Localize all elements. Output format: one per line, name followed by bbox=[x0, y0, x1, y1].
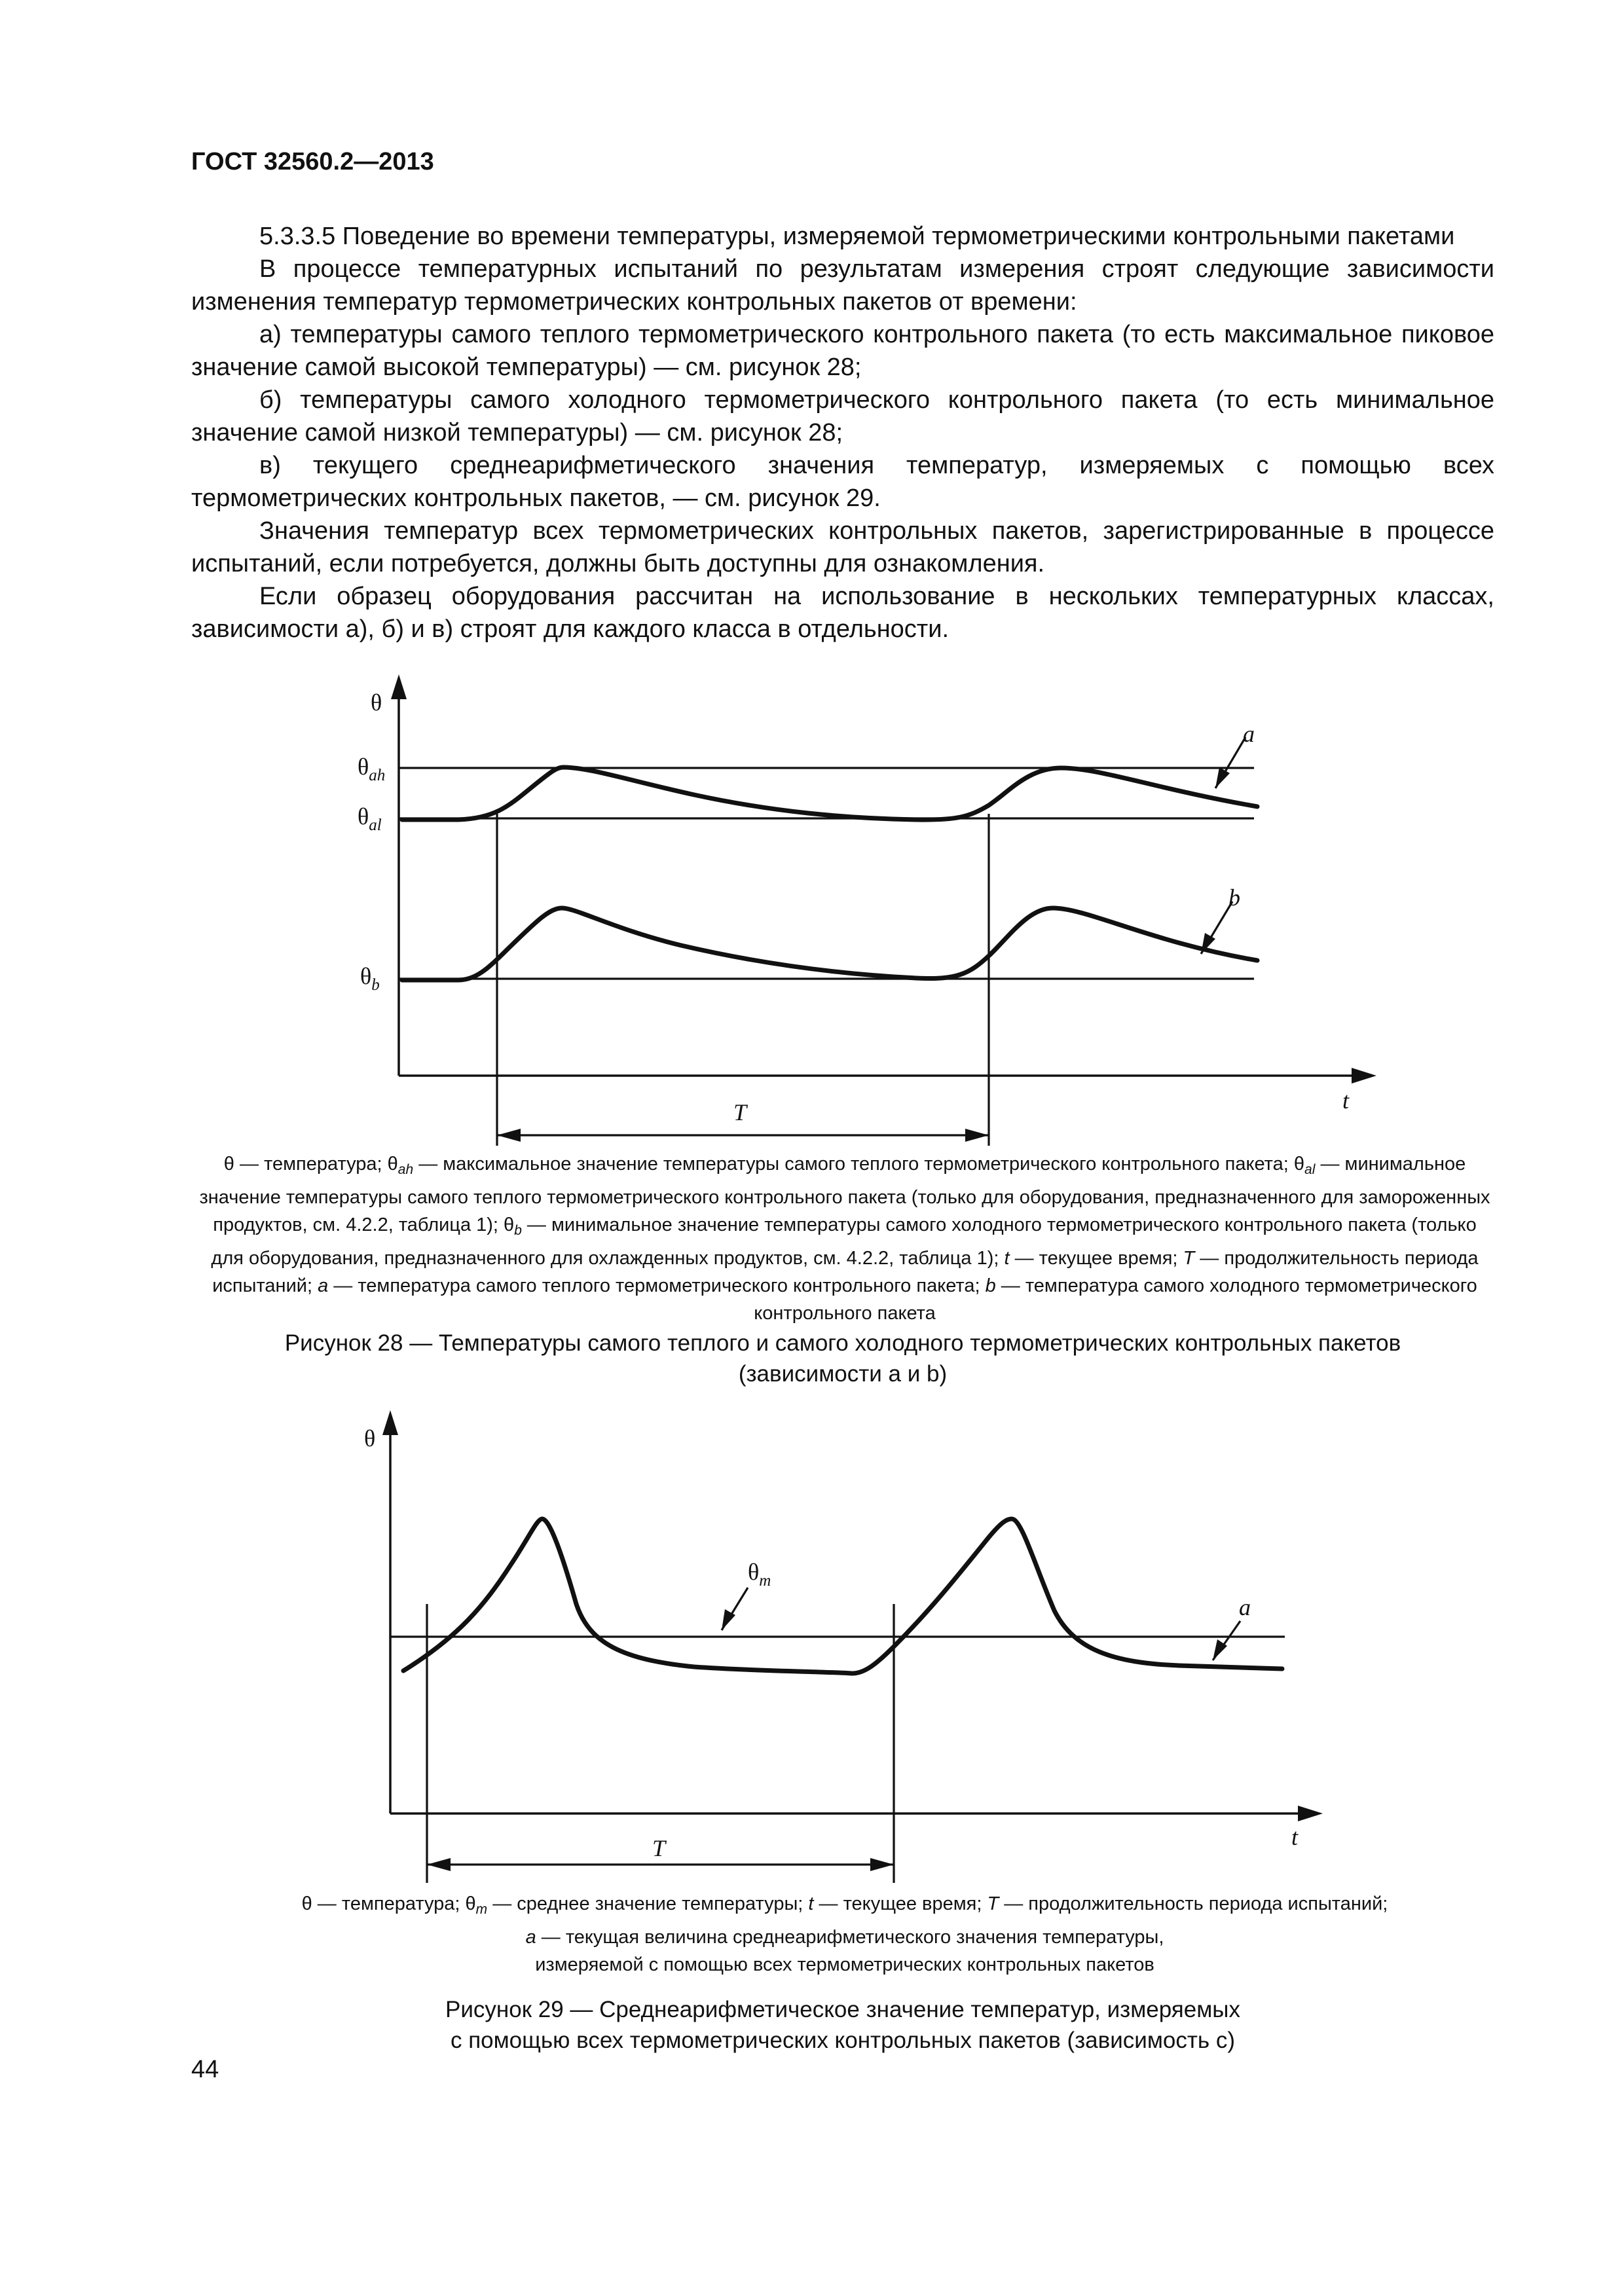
fig28-period-arrow-right bbox=[965, 1129, 989, 1142]
fig29-caption: Рисунок 29 — Среднеарифметическое значение температур, измеряемых с помощью всех термометрических контрольных пакетов (зависимость c) bbox=[445, 1997, 1240, 2053]
fig29-label-curve-a: a bbox=[1239, 1594, 1251, 1620]
fig28-leader-b bbox=[1201, 902, 1232, 954]
fig28-period-arrow-left bbox=[497, 1129, 521, 1142]
paragraph: В процессе температурных испытаний по результатам измерения строят следующие зависимости изменения температур термометрических контрольных пакетов от времени: bbox=[191, 255, 1494, 316]
document-header: ГОСТ 32560.2—2013 bbox=[191, 148, 434, 175]
fig28-y-label: θ bbox=[371, 689, 382, 716]
fig29-legend: θ — температура; $\theta_m$ — среднее значение температуры; t — текущее время; T — продолжительность периода испытаний; a — текущая величина среднеарифметического значения температуры, измеряемой с помощью всех термометрических контрольных пакетов bbox=[301, 1893, 1388, 1975]
fig29-leader-a bbox=[1213, 1621, 1240, 1660]
list-item-a: а) температуры самого теплого термометрического контрольного пакета (то есть максимальное пиковое значение самой высокой температуры) — см. рисунок 28; bbox=[191, 321, 1494, 381]
fig29-y-arrow bbox=[382, 1410, 398, 1435]
fig28-y-arrow bbox=[391, 674, 407, 699]
fig28-label-curve-a: a bbox=[1243, 721, 1255, 747]
fig28-curve-b bbox=[402, 908, 1257, 980]
fig28-legend: θ — температура; $\theta_{ah}$ — максимальное значение температуры самого теплого термометрического контрольного пакета; $\theta_{al}$ — минимальное значение температуры самого теплого термометрического контрольного пакета (только для оборудования, предназначенного для замороженных продуктов, см. 4.2.2, таблица 1); $\theta_b$ — минимальное значение температуры самого холодного термометрического контрольного пакета (только для оборудования, предназначенного для охлажденных продуктов, см. 4.2.2, таблица 1); t — текущее время; T — продолжительность периода испытаний; a — температура самого теплого термометрического контрольного пакета; b — температура самого холодного термометрического контрольного пакета bbox=[199, 1154, 1490, 1324]
fig29-x-arrow bbox=[1298, 1806, 1323, 1821]
fig28-leader-a bbox=[1215, 737, 1246, 788]
list-item-b: б) температуры самого холодного термометрического контрольного пакета (то есть минимальное значение самой низкой температуры) — см. рисунок 28; bbox=[191, 386, 1494, 446]
fig29-y-label: θ bbox=[364, 1425, 376, 1451]
section-heading: 5.3.3.5 Поведение во времени температуры, измеряемой термометрическими контрольными пакетами bbox=[259, 223, 1455, 250]
fig29-period-label: T bbox=[652, 1835, 666, 1861]
fig29-leader-a-arrow bbox=[1213, 1639, 1227, 1660]
fig28-leader-b-arrow bbox=[1201, 933, 1215, 954]
list-item-c: в) текущего среднеарифметического значения температур, измеряемых с помощью всех термометрических контрольных пакетов, — см. рисунок 29. bbox=[191, 452, 1494, 512]
fig29-period-arrow-left bbox=[427, 1858, 451, 1871]
body-text bbox=[191, 220, 1494, 646]
fig28-x-label: t bbox=[1342, 1087, 1350, 1114]
fig28-x-arrow bbox=[1352, 1068, 1376, 1084]
fig28-leader-a-arrow bbox=[1215, 767, 1230, 788]
fig29-period-arrow-right bbox=[870, 1858, 894, 1871]
fig28-label-theta-ah: $\theta_{ah}$ bbox=[358, 754, 386, 784]
fig28-label-curve-b: b bbox=[1228, 884, 1240, 911]
fig29-curve-a bbox=[403, 1519, 1282, 1673]
page-number: 44 bbox=[191, 2056, 219, 2083]
fig28-caption: Рисунок 28 — Температуры самого теплого и самого холодного термометрических контрольных пакетов (зависимости a и b) bbox=[284, 1330, 1401, 1387]
fig28-label-theta-b: $\theta_b$ bbox=[360, 963, 380, 994]
fig28-period-label: T bbox=[733, 1099, 747, 1125]
paragraph: Значения температур всех термометрических контрольных пакетов, зарегистрированные в процессе испытаний, если потребуется, должны быть доступны для ознакомления. bbox=[191, 517, 1494, 577]
fig28-label-theta-al: $\theta_{al}$ bbox=[358, 803, 382, 834]
paragraph: Если образец оборудования рассчитан на использование в нескольких температурных классах, зависимости а), б) и в) строят для каждого класса в отдельности. bbox=[191, 583, 1494, 643]
fig29-x-label: t bbox=[1291, 1824, 1299, 1850]
fig29-label-theta-m: $\theta_m$ bbox=[748, 1559, 771, 1590]
fig28-curve-a bbox=[402, 767, 1257, 820]
fig29-leader-m-arrow bbox=[722, 1609, 735, 1630]
fig29-leader-m bbox=[722, 1588, 748, 1630]
